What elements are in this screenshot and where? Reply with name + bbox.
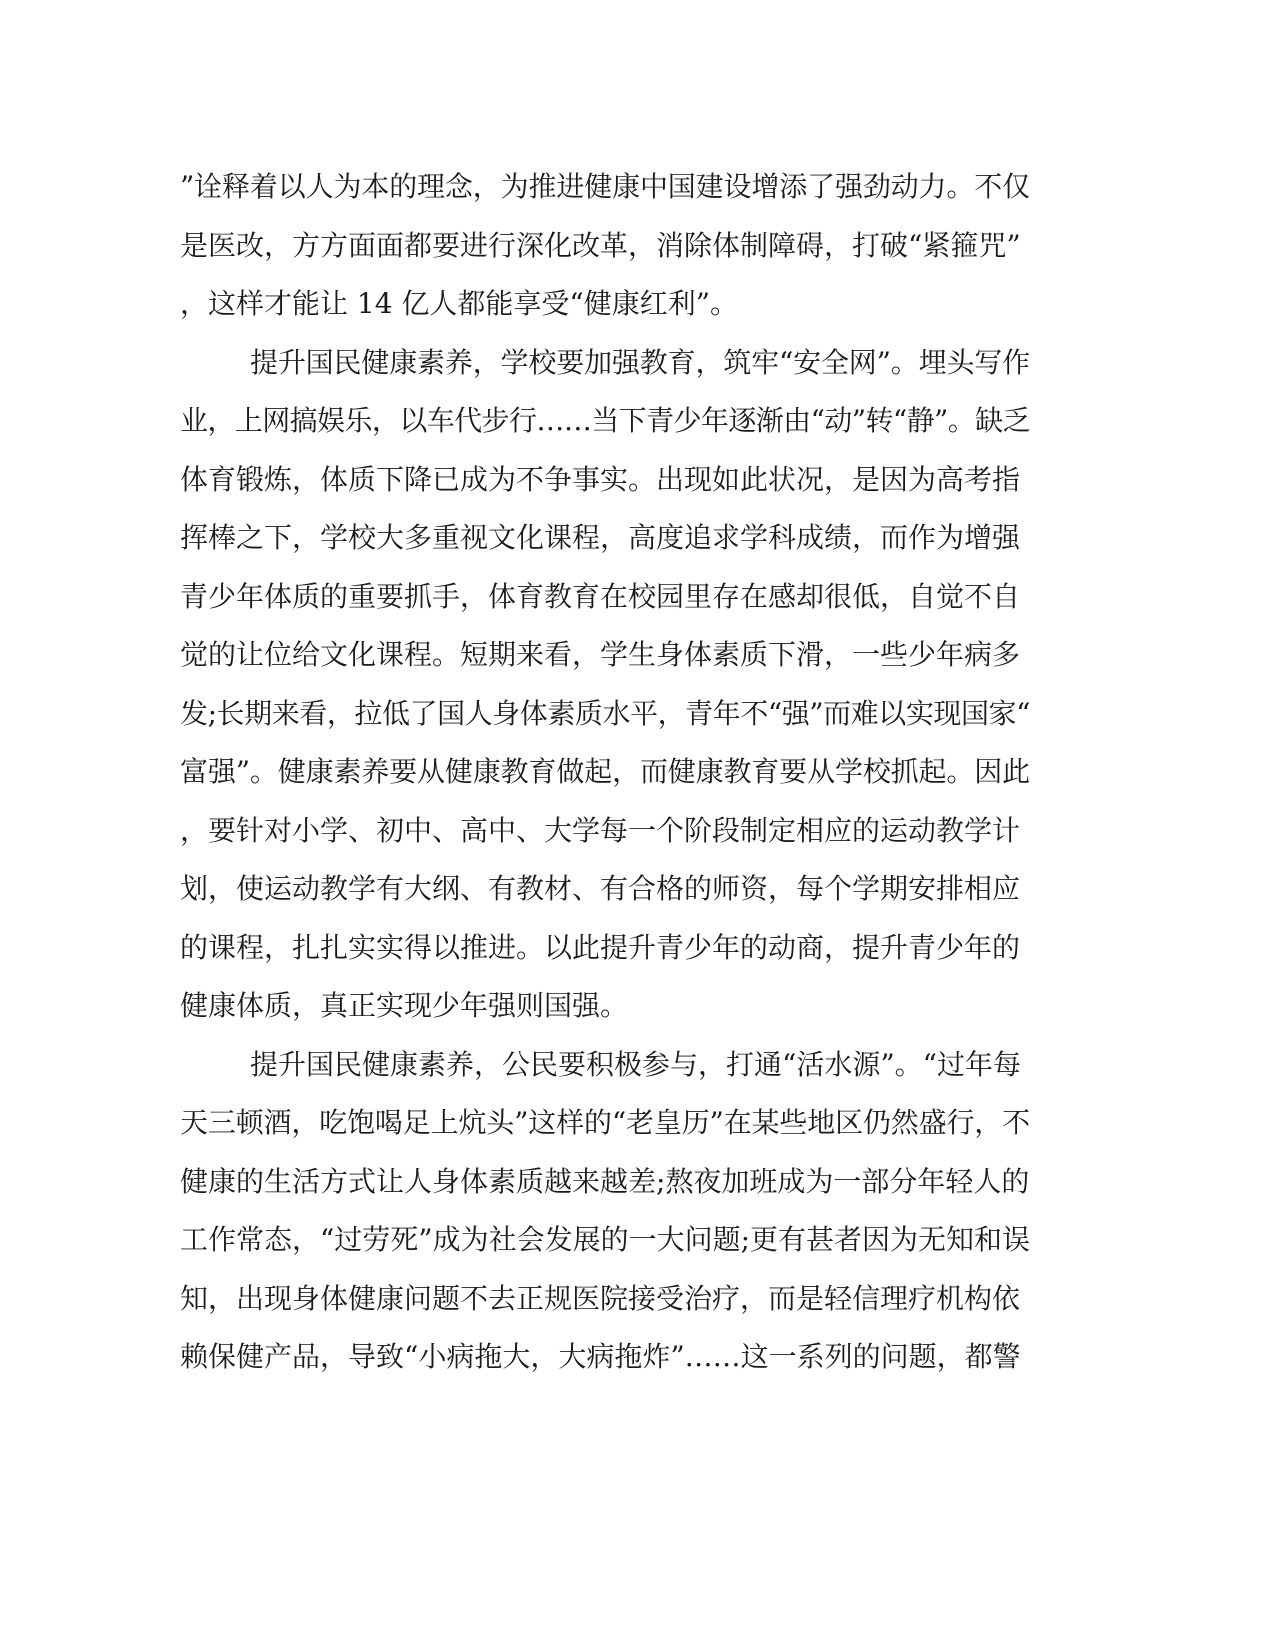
text-line: 发;长期来看，拉低了国人身体素质水平，青年不“强”而难以实现国家“ [180, 696, 1030, 730]
text-line: 天三顿酒，吃饱喝足上炕头”这样的“老皇历”在某些地区仍然盛行，不 [180, 1106, 1030, 1139]
text-line: 提升国民健康素养，公民要积极参与，打通“活水源”。“过年每 [250, 1047, 1021, 1081]
text-line: 体育锻炼，体质下降已成为不争事实。出现如此状况，是因为高考指 [180, 462, 1021, 496]
text-line: 健康体质，真正实现少年强则国强。 [180, 989, 629, 1022]
paragraph-continuation [180, 158, 1060, 334]
text-line: 的课程，扎扎实实得以推进。以此提升青少年的动商，提升青少年的 [180, 930, 1021, 964]
paragraph-school-education [180, 334, 1060, 1036]
text-line: ，这样才能让 14 亿人都能享受“健康红利”。 [180, 287, 739, 320]
text-line: 业，上网搞娱乐，以车代步行……当下青少年逐渐由“动”转“静”。缺乏 [180, 404, 1030, 437]
text-line: 提升国民健康素养，学校要加强教育，筑牢“安全网”。埋头写作 [250, 345, 1030, 379]
text-line: 划，使运动教学有大纲、有教材、有合格的师资，每个学期安排相应 [180, 872, 1021, 905]
text-line: 工作常态，“过劳死”成为社会发展的一大问题;更有甚者因为无知和误 [180, 1223, 1030, 1256]
text-line: ，要针对小学、初中、高中、大学每一个阶段制定相应的运动教学计 [180, 813, 1021, 847]
body-text [180, 158, 1060, 1387]
paragraph-citizen-participation [180, 1036, 1060, 1387]
text-line: 健康的生活方式让人身体素质越来越差;熬夜加班成为一部分年轻人的 [180, 1164, 1030, 1198]
text-line: ”诠释着以人为本的理念，为推进健康中国建设增添了强劲动力。不仅 [180, 170, 1030, 203]
text-line: 是医改，方方面面都要进行深化改革，消除体制障碍，打破“紧箍咒” [180, 228, 1021, 262]
text-line: 知，出现身体健康问题不去正规医院接受治疗，而是轻信理疗机构依 [180, 1281, 1021, 1315]
text-line: 觉的让位给文化课程。短期来看，学生身体素质下滑，一些少年病多 [180, 638, 1021, 671]
text-line: 青少年体质的重要抓手，体育教育在校园里存在感却很低，自觉不自 [180, 579, 1021, 613]
text-line: 挥棒之下，学校大多重视文化课程，高度追求学科成绩，而作为增强 [180, 521, 1021, 554]
text-line: 富强”。健康素养要从健康教育做起，而健康教育要从学校抓起。因此 [180, 755, 1030, 788]
text-line: 赖保健产品，导致“小病拖大，大病拖炸”……这一系列的问题，都警 [180, 1340, 1021, 1373]
